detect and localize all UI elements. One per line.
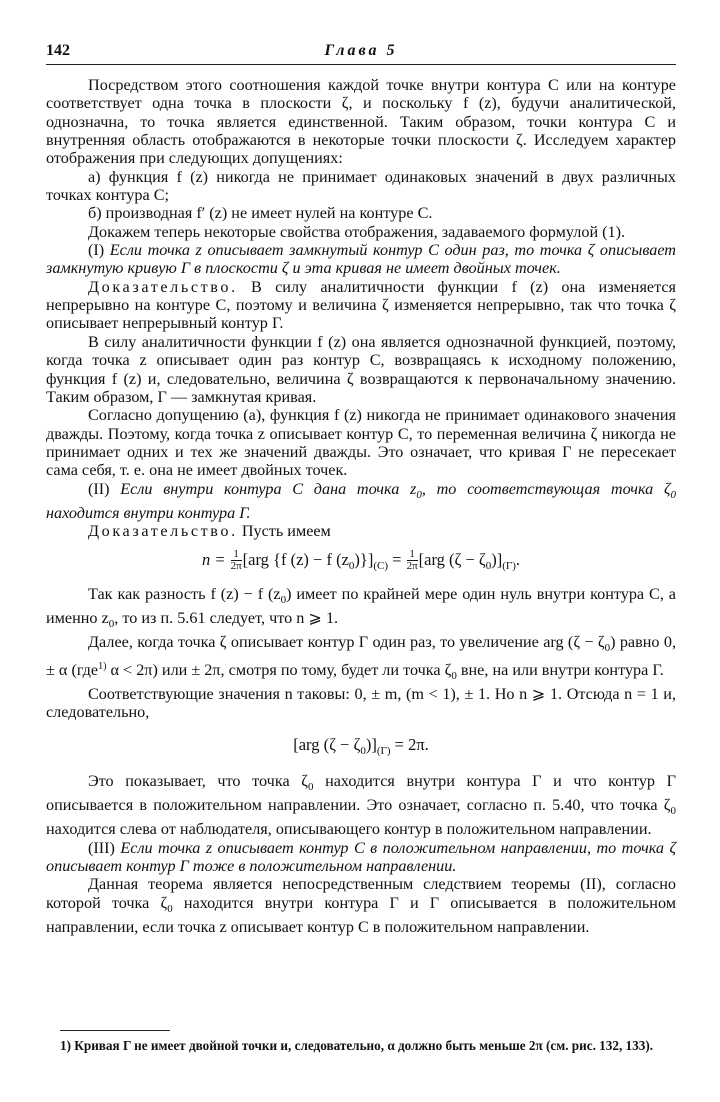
chapter-title: Глава 5 bbox=[324, 42, 398, 59]
paragraph-properties: Докажем теперь некоторые свойства отображения, задаваемого формулой (1). bbox=[88, 222, 626, 241]
paragraph-values: Соответствующие значения n таковы: 0, ± m, (m < 1), ± 1. Но n ⩾ 1. Отсюда n = 1 и, следовательно, bbox=[46, 684, 676, 722]
paragraph-corollary: Данная теорема является непосредственным следствием теоремы (II), согласно которой точка $\zeta_0$ находится внутри контура Γ и Γ описывается в положительном направлении, если точка z описывает контур C в положительном направлении. bbox=[46, 875, 676, 937]
footnote-text: Кривая Γ не имеет двойной точки и, следовательно, α должно быть меньше 2π (см. рис. 132, 133). bbox=[74, 1038, 654, 1053]
paragraph-intro: Посредством этого соотношения каждой точке внутри контура C или на контуре соответствует одна точка в плоскости ζ, и поскольку f (z), будучи аналитической, однозначна, то точка является единственной. Таким образом, точки контура C и внутренняя область отображаются в некоторые точки плоскости ζ. Исследуем характер отображения при следующих допущениях: bbox=[46, 76, 676, 168]
proof-1 bbox=[46, 278, 676, 333]
assumption-b: б) производная f′ (z) не имеет нулей на контуре C. bbox=[88, 204, 433, 223]
main-text bbox=[46, 76, 676, 936]
header-rule bbox=[46, 64, 676, 65]
theorem-2-text: Если внутри контура C дана точка $z_0$, то соответствующая точка $\zeta_0$ находится внутри контура Γ. bbox=[46, 479, 676, 522]
theorem-3-number: (III) bbox=[88, 838, 115, 857]
paragraph-no-double-points: Согласно допущению (a), функция f (z) никогда не принимает одинакового значения дважды. Поэтому, когда точка z описывает контур C, то переменная величина ζ никогда не принимает одних и тех же значений дважды. Это означает, что кривая Γ не пересекает сама себя, т. е. она не имеет двойных точек. bbox=[46, 406, 676, 480]
proof-1-text: В силу аналитичности функции f (z) она изменяется непрерывно на контуре C, поэтому и величина ζ изменяется непрерывно, так что точка ζ описывает непрерывный контур Γ. bbox=[46, 277, 676, 333]
fraction-2: $\frac{1}{2\pi}$ bbox=[406, 548, 418, 573]
paragraph-difference: Так как разность f (z) − f $(z_0)$ имеет по крайней мере один нуль внутри контура C, а именно $z_0$, то из п. 5.61 следует, что n ⩾ 1. bbox=[46, 584, 676, 630]
assumption-a: а) функция f (z) никогда не принимает одинаковых значений в двух различных точках контура C; bbox=[46, 167, 676, 205]
proof-2-text: Пусть имеем bbox=[241, 522, 331, 541]
theorem-1-text: Если точка z описывает замкнутый контур C один раз, то точка ζ описывает замкнутую кривую Γ в плоскости ζ и эта кривая не имеет двойных точек. bbox=[46, 241, 676, 278]
footnote-reference[interactable]: 1) bbox=[98, 660, 107, 672]
proof-2 bbox=[46, 522, 676, 540]
theorem-1 bbox=[46, 241, 676, 278]
running-header bbox=[46, 42, 676, 62]
proof-1-label: Доказательство. bbox=[88, 277, 238, 296]
proof-2-label: Доказательство. bbox=[88, 522, 238, 541]
paragraph-closed-curve: В силу аналитичности функции f (z) она является однозначной функцией, поэтому, когда точка z описывает один раз контур C, возвращаясь к исходному положению, функция f (z) и, следовательно, величина ζ возвращаются к первоначальному значению. Таким образом, Γ — замкнутая кривая. bbox=[46, 332, 676, 406]
theorem-3-text: Если точка z описывает контур C в положительном направлении, то точка ζ описывает контур Γ тоже в положительном направлении. bbox=[46, 838, 677, 876]
paragraph-increment: Далее, когда точка ζ описывает контур Γ один раз, то увеличение arg $(\zeta - \zeta_0)$ равно 0, ± α (где$^{1)}$ α < 2π) или ± 2π, смотря по тому, будет ли точка $\zeta_0$ вне, на или внутри контура Γ. bbox=[46, 633, 677, 682]
footnote-marker: 1) bbox=[60, 1038, 71, 1053]
theorem-3 bbox=[46, 839, 676, 876]
formula-argument: [arg $(\zeta - \zeta_0)]_{(\Gamma)} = 2\pi$. bbox=[293, 734, 429, 757]
theorem-1-number: (I) bbox=[88, 241, 105, 260]
theorem-2-number: (II) bbox=[88, 479, 110, 498]
fraction-1: $\frac{1}{2\pi}$ bbox=[230, 548, 242, 573]
theorem-2 bbox=[46, 480, 676, 523]
footnote-rule bbox=[60, 1030, 170, 1031]
footnote bbox=[46, 1038, 676, 1055]
formula-winding-number: n = $\frac{1}{2\pi}$ [arg {f (z) − f $(z_0)\}]_{(C)}$ = $\frac{1}{2\pi}$ [arg $(\zeta - \zeta_0)]_{(\Gamma)}$. bbox=[201, 548, 521, 573]
paragraph-conclusion: Это показывает, что точка $\zeta_0$ находится внутри контура Γ и что контур Γ описывается в положительном направлении. Это означает, согласно п. 5.40, что точка $\zeta_0$ находится слева от наблюдателя, описывающего контур в положительном направлении. bbox=[46, 771, 676, 839]
page-number: 142 bbox=[46, 42, 70, 59]
